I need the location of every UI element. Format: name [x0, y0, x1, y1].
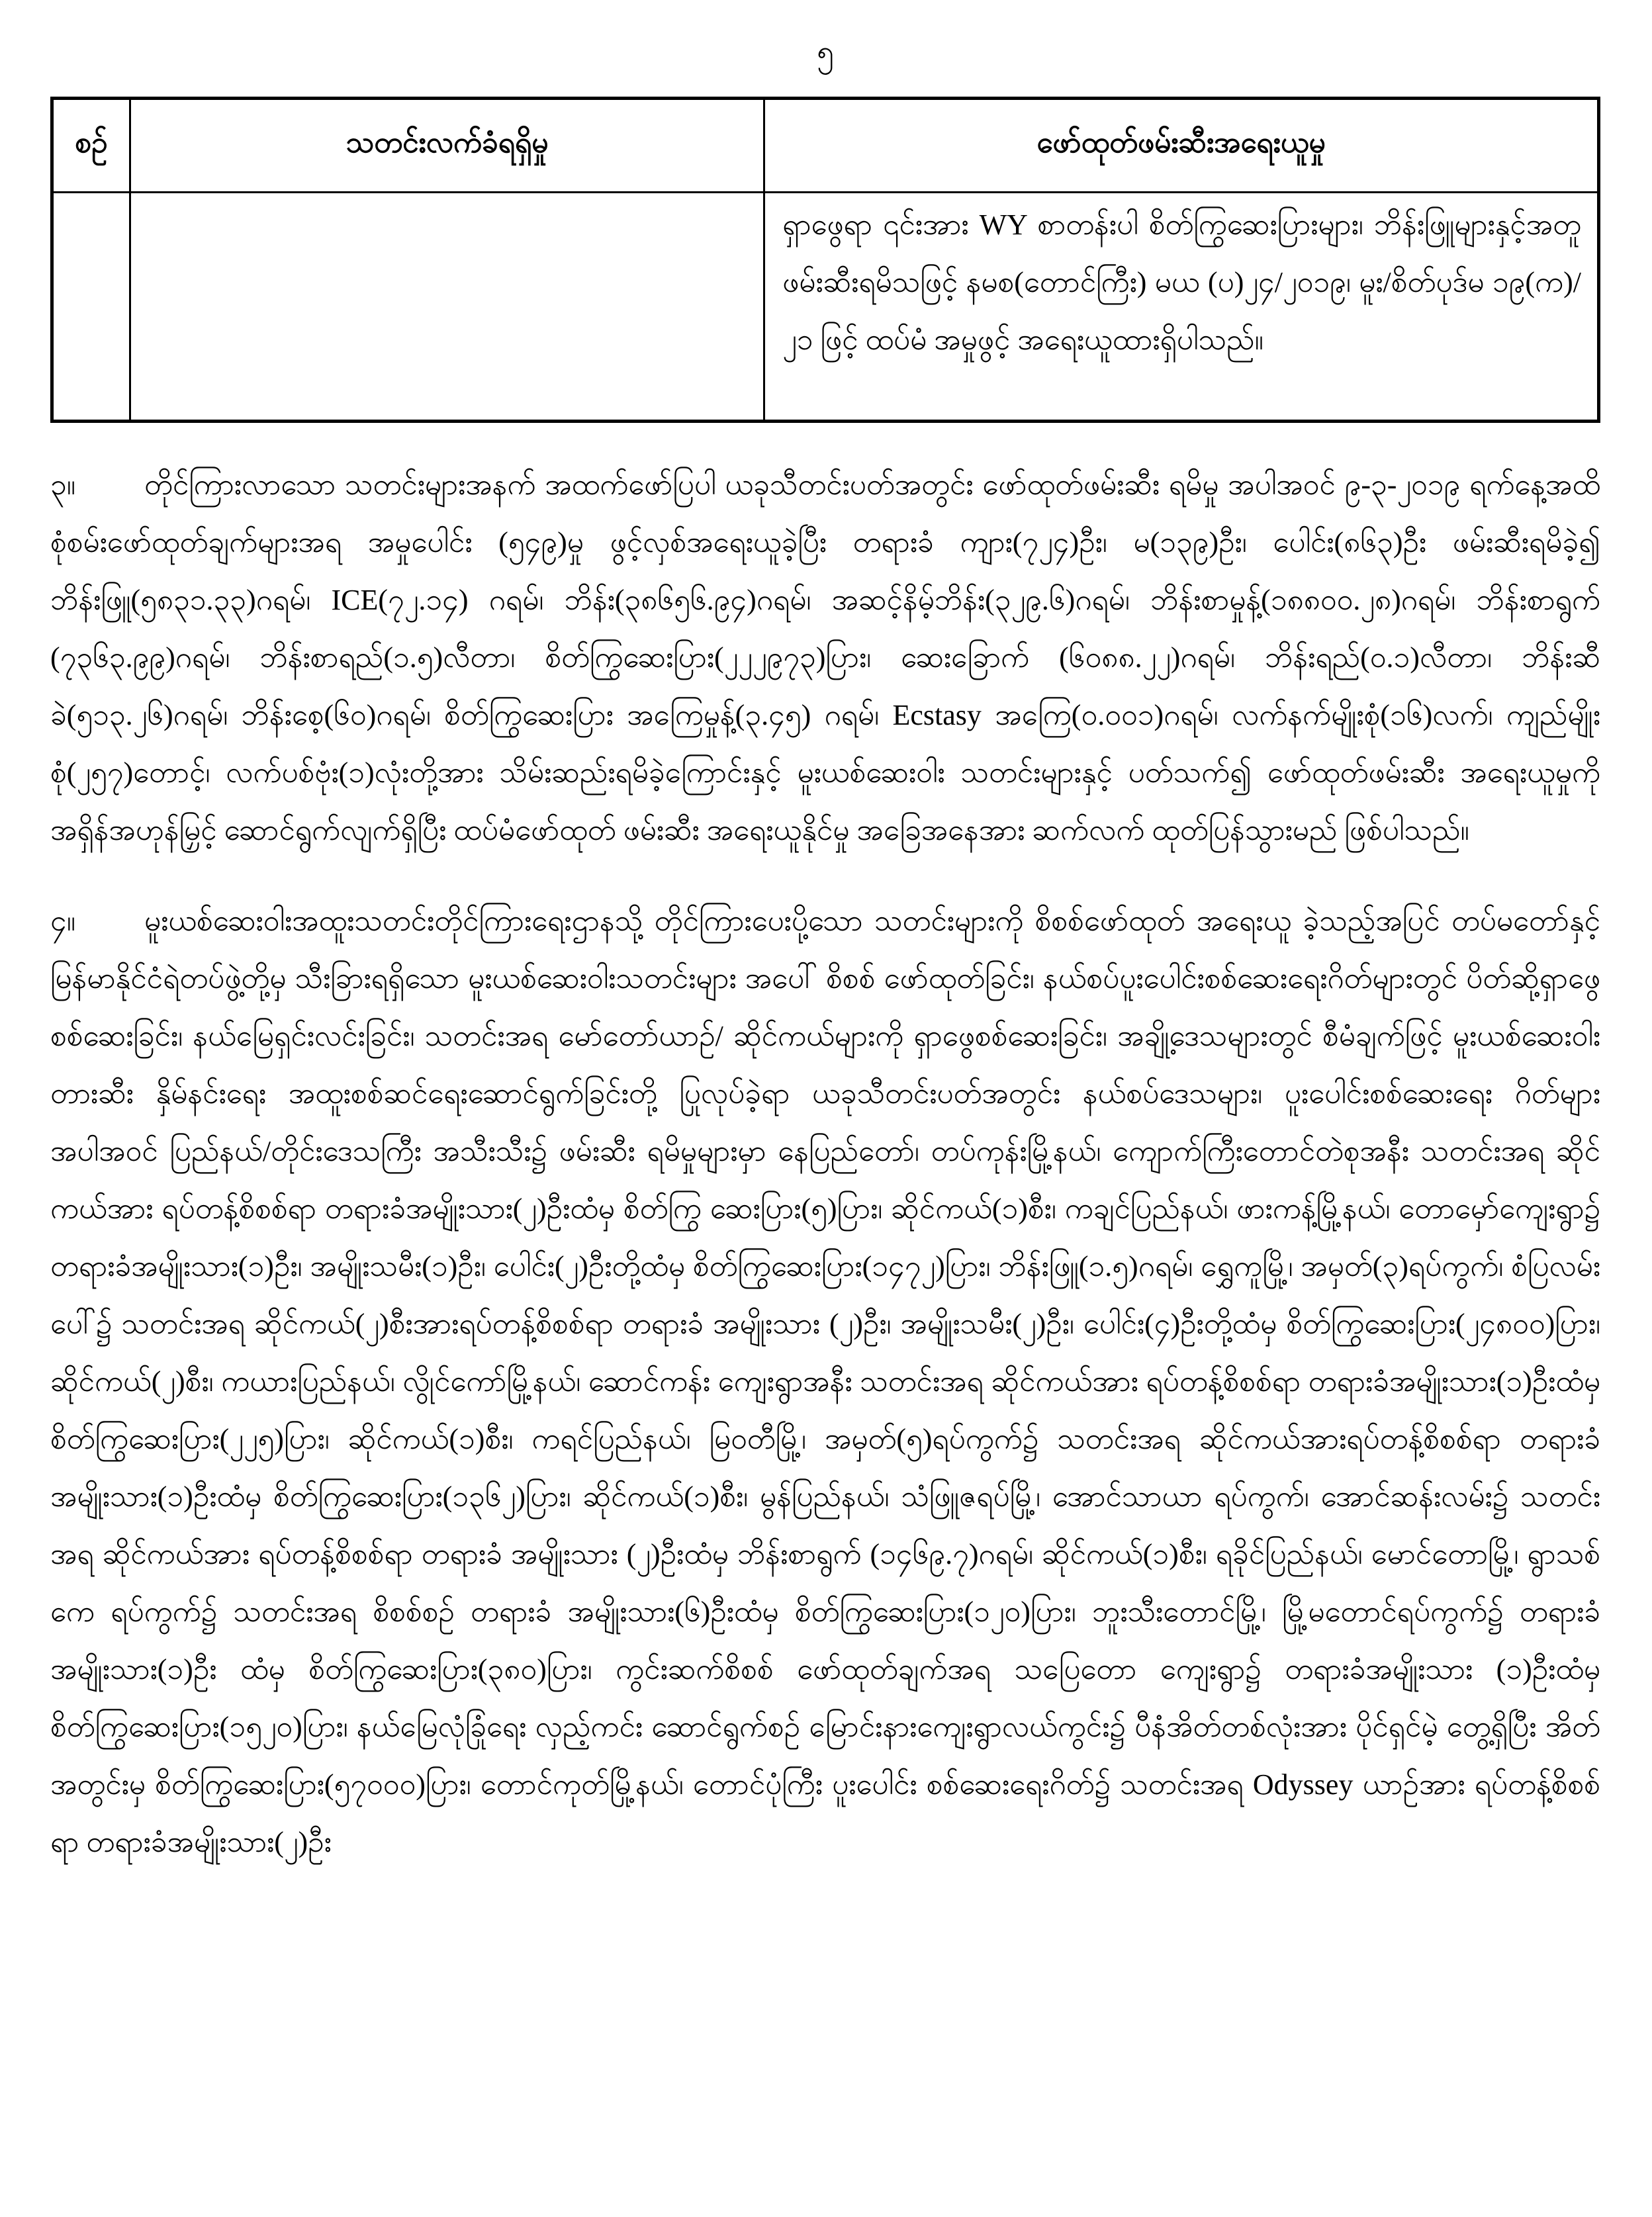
cell-info-received: [130, 193, 764, 422]
page-number: ၅: [817, 34, 834, 68]
col-header-serial: စဉ်: [52, 99, 130, 193]
col-header-action-taken: ဖော်ထုတ်ဖမ်းဆီးအရေးယူမှု: [764, 99, 1599, 193]
report-table: [50, 97, 1600, 423]
paragraph-4-text: မူးယစ်ဆေးဝါးအထူးသတင်းတိုင်ကြားရေးဌာနသို့ တိုင်ကြားပေးပို့သော သတင်းများကို စိစစ်ဖော်ထုတ် အရေးယူ ခဲ့သည့်အပြင် တပ်မတော်နှင့် မြန်မာနိုင်ငံရဲတပ်ဖွဲ့တို့မှ သီးခြားရရှိသော မူးယစ်ဆေးဝါးသတင်းများ အပေါ် စိစစ် ဖော်ထုတ်ခြင်း၊ နယ်စပ်ပူးပေါင်းစစ်ဆေးရေးဂိတ်များတွင် ပိတ်ဆို့ရှာဖွေစစ်ဆေးခြင်း၊ နယ်မြေရှင်းလင်းခြင်း၊ သတင်းအရ မော်တော်ယာဉ်/ ဆိုင်ကယ်များကို ရှာဖွေစစ်ဆေးခြင်း၊ အချို့ဒေသများတွင် စီမံချက်ဖြင့် မူးယစ်ဆေးဝါးတားဆီး နှိမ်နင်းရေး အထူးစစ်ဆင်ရေးဆောင်ရွက်ခြင်းတို့ ပြုလုပ်ခဲ့ရာ ယခုသီတင်းပတ်အတွင်း နယ်စပ်ဒေသများ၊ ပူးပေါင်းစစ်ဆေးရေး ဂိတ်များအပါအဝင် ပြည်နယ်/တိုင်းဒေသကြီး အသီးသီး၌ ဖမ်းဆီး ရမိမှုများမှာ နေပြည်တော်၊ တပ်ကုန်းမြို့နယ်၊ ကျောက်ကြီးတောင်တဲစုအနီး သတင်းအရ ဆိုင်ကယ်အား ရပ်တန့်စိစစ်ရာ တရားခံအမျိုးသား(၂)ဦးထံမှ စိတ်ကြွ ဆေးပြား(၅)ပြား၊ ဆိုင်ကယ်(၁)စီး၊ ကချင်ပြည်နယ်၊ ဖားကန့်မြို့နယ်၊ တောမှော်ကျေးရွာ၌ တရားခံအမျိုးသား(၁)ဦး၊ အမျိုးသမီး(၁)ဦး၊ ပေါင်း(၂)ဦးတို့ထံမှ စိတ်ကြွဆေးပြား(၁၄၇၂)ပြား၊ ဘိန်းဖြူ(၁.၅)ဂရမ်၊ ရွှေကူမြို့၊ အမှတ်(၃)ရပ်ကွက်၊ စံပြလမ်းပေါ်၌ သတင်းအရ ဆိုင်ကယ်(၂)စီးအားရပ်တန့်စိစစ်ရာ တရားခံ အမျိုးသား (၂)ဦး၊ အမျိုးသမီး(၂)ဦး၊ ပေါင်း(၄)ဦးတို့ထံမှ စိတ်ကြွဆေးပြား(၂၄၈၀၀)ပြား၊ ဆိုင်ကယ်(၂)စီး၊ ကယားပြည်နယ်၊ လွိုင်ကော်မြို့နယ်၊ ဆောင်ကန်း ကျေးရွာအနီး သတင်းအရ ဆိုင်ကယ်အား ရပ်တန့်စိစစ်ရာ တရားခံအမျိုးသား(၁)ဦးထံမှ စိတ်ကြွဆေးပြား(၂၂၅)ပြား၊ ဆိုင်ကယ်(၁)စီး၊ ကရင်ပြည်နယ်၊ မြဝတီမြို့၊ အမှတ်(၅)ရပ်ကွက်၌ သတင်းအရ ဆိုင်ကယ်အားရပ်တန့်စိစစ်ရာ တရားခံ အမျိုးသား(၁)ဦးထံမှ စိတ်ကြွဆေးပြား(၁၃၆၂)ပြား၊ ဆိုင်ကယ်(၁)စီး၊ မွန်ပြည်နယ်၊ သံဖြူဇရပ်မြို့၊ အောင်သာယာ ရပ်ကွက်၊ အောင်ဆန်းလမ်း၌ သတင်းအရ ဆိုင်ကယ်အား ရပ်တန့်စိစစ်ရာ တရားခံ အမျိုးသား (၂)ဦးထံမှ ဘိန်းစာရွက် (၁၄၆၉.၇)ဂရမ်၊ ဆိုင်ကယ်(၁)စီး၊ ရခိုင်ပြည်နယ်၊ မောင်တောမြို့၊ ရွာသစ်ကေ ရပ်ကွက်၌ သတင်းအရ စိစစ်စဉ် တရားခံ အမျိုးသား(၆)ဦးထံမှ စိတ်ကြွဆေးပြား(၁၂၀)ပြား၊ ဘူးသီးတောင်မြို့၊ မြို့မတောင်ရပ်ကွက်၌ တရားခံအမျိုးသား(၁)ဦး ထံမှ စိတ်ကြွဆေးပြား(၃၈၀)ပြား၊ ကွင်းဆက်စိစစ် ဖော်ထုတ်ချက်အရ သပြေတော ကျေးရွာ၌ တရားခံအမျိုးသား (၁)ဦးထံမှ စိတ်ကြွဆေးပြား(၁၅၂၀)ပြား၊ နယ်မြေလုံခြုံရေး လှည့်ကင်း ဆောင်ရွက်စဉ် မြောင်းနားကျေးရွာလယ်ကွင်း၌ ပီနံအိတ်တစ်လုံးအား ပိုင်ရှင်မဲ့ တွေ့ရှိပြီး အိတ်အတွင်းမှ စိတ်ကြွဆေးပြား(၅၇၀၀၀)ပြား၊ တောင်ကုတ်မြို့နယ်၊ တောင်ပုံကြီး ပူးပေါင်း စစ်ဆေးရေးဂိတ်၌ သတင်းအရ Odyssey ယာဉ်အား ရပ်တန့်စိစစ်ရာ တရားခံအမျိုးသား(၂)ဦး: [50, 905, 1600, 1859]
table-header-row: [52, 99, 1599, 193]
cell-serial: [52, 193, 130, 422]
table-row: [52, 193, 1599, 422]
paragraph-4: [50, 892, 1600, 1871]
paragraph-3-text: တိုင်ကြားလာသော သတင်းများအနက် အထက်ဖော်ပြပါ ယခုသီတင်းပတ်အတွင်း ဖော်ထုတ်ဖမ်းဆီး ရမိမှု အပါအဝင် ၉-၃-၂၀၁၉ ရက်နေ့အထိ စုံစမ်းဖော်ထုတ်ချက်များအရ အမှုပေါင်း (၅၄၉)မှု ဖွင့်လှစ်အရေးယူခဲ့ပြီး တရားခံ ကျား(၇၂၄)ဦး၊ မ(၁၃၉)ဦး၊ ပေါင်း(၈၆၃)ဦး ဖမ်းဆီးရမိခဲ့၍ ဘိန်းဖြူ(၅၈၃၁.၃၃)ဂရမ်၊ ICE(၇၂.၁၄) ဂရမ်၊ ဘိန်း(၃၈၆၅၆.၉၄)ဂရမ်၊ အဆင့်နိမ့်ဘိန်း(၃၂၉.၆)ဂရမ်၊ ဘိန်းစာမှုန့်(၁၈၈၀၀.၂၈)ဂရမ်၊ ဘိန်းစာရွက် (၇၃၆၃.၉၉)ဂရမ်၊ ဘိန်းစာရည်(၁.၅)လီတာ၊ စိတ်ကြွဆေးပြား(၂၂၂၉၇၃)ပြား၊ ဆေးခြောက် (၆၀၈၈.၂၂)ဂရမ်၊ ဘိန်းရည်(၀.၁)လီတာ၊ ဘိန်းဆီခဲ(၅၁၃.၂၆)ဂရမ်၊ ဘိန်းစေ့(၆၀)ဂရမ်၊ စိတ်ကြွဆေးပြား အကြေမှုန့်(၃.၄၅) ဂရမ်၊ Ecstasy အကြေ(၀.၀၀၁)ဂရမ်၊ လက်နက်မျိုးစုံ(၁၆)လက်၊ ကျည်မျိုးစုံ(၂၅၇)တောင့်၊ လက်ပစ်ဗုံး(၁)လုံးတို့အား သိမ်းဆည်းရမိခဲ့ကြောင်းနှင့် မူးယစ်ဆေးဝါး သတင်းများနှင့် ပတ်သက်၍ ဖော်ထုတ်ဖမ်းဆီး အရေးယူမှုကို အရှိန်အဟုန်မြှင့် ဆောင်ရွက်လျက်ရှိပြီး ထပ်မံဖော်ထုတ် ဖမ်းဆီး အရေးယူနိုင်မှု အခြေအနေအား ဆက်လက် ထုတ်ပြန်သွားမည် ဖြစ်ပါသည်။: [50, 469, 1600, 847]
paragraph-3: [50, 456, 1600, 859]
col-header-info-received: သတင်းလက်ခံရရှိမှု: [130, 99, 764, 193]
paragraph-4-number: ၄။: [50, 905, 76, 938]
cell-action-taken: ရှာဖွေရာ ၎င်းအား WY စာတန်းပါ စိတ်ကြွဆေးပြားများ၊ ဘိန်းဖြူများနှင့်အတူ ဖမ်းဆီးရမိသဖြင့် နမစ(တောင်ကြီး) မယ (ပ)၂၄/၂၀၁၉၊ မူး/စိတ်ပုဒ်မ ၁၉(က)/ ၂၁ ဖြင့် ထပ်မံ အမှုဖွင့် အရေးယူထားရှိပါသည်။: [764, 193, 1599, 422]
paragraph-3-number: ၃။: [50, 469, 76, 502]
